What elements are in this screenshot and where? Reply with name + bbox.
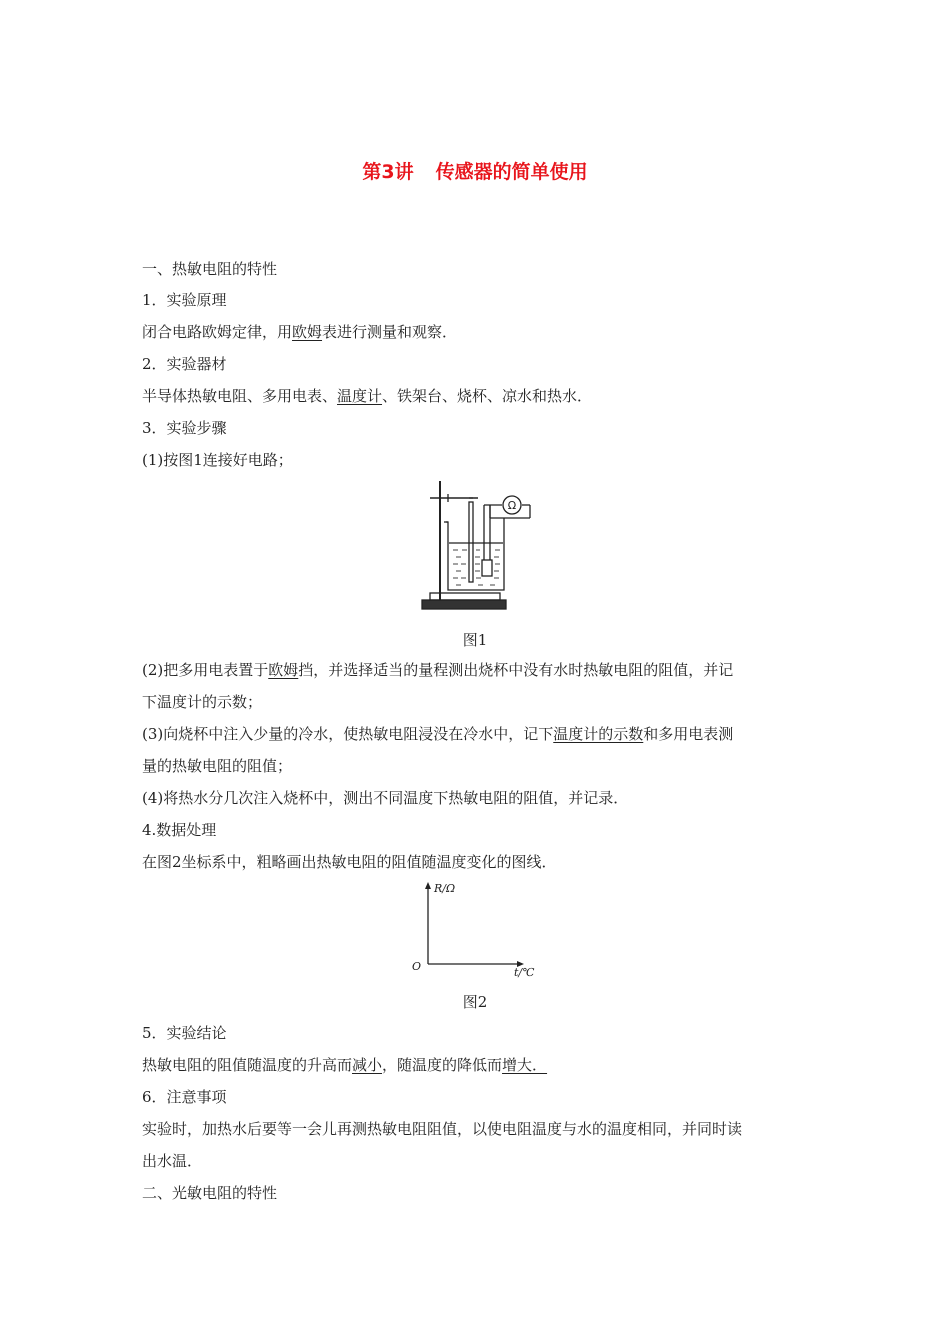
step-2-cont: 下温度计的示数； (142, 693, 263, 711)
figure-1-apparatus (418, 478, 534, 614)
answer-underline: 减小 (352, 1056, 383, 1074)
step-3: (3)向烧杯中注入少量的冷水，使热敏电阻浸没在冷水中，记下温度计的示数和多用电表测 (142, 725, 734, 743)
step-4: (4)将热水分几次注入烧杯中，测出不同温度下热敏电阻的阻值，并记录． (142, 789, 629, 807)
subheading-steps: 3．实验步骤 (142, 419, 227, 437)
step-2: (2)把多用电表置于欧姆挡，并选择适当的量程测出烧杯中没有水时热敏电阻的阻值，并记 (142, 661, 734, 679)
answer-underline: 温度计的示数 (553, 725, 644, 743)
notes-text: 实验时，加热水后要等一会儿再测热敏电阻阻值，以使电阻温度与水的温度相同，并同时读 (142, 1120, 743, 1138)
subheading-equipment: 2．实验器材 (142, 355, 227, 373)
principle-text: 闭合电路欧姆定律，用欧姆表进行测量和观察． (142, 323, 458, 341)
x-axis-label: t/℃ (514, 966, 535, 979)
conclusion-text: 热敏电阻的阻值随温度的升高而减小，随温度的降低而增大． (142, 1056, 548, 1074)
answer-underline: 欧姆 (268, 661, 299, 679)
subheading-notes: 6．注意事项 (142, 1088, 227, 1106)
page-title (0, 157, 950, 184)
subheading-principle: 1．实验原理 (142, 291, 227, 309)
y-axis-label: R/Ω (434, 882, 456, 895)
section-heading-2: 二、光敏电阻的特性 (142, 1184, 278, 1202)
data-text: 在图2坐标系中，粗略画出热敏电阻的阻值随温度变化的图线． (142, 853, 557, 871)
step-3-cont: 量的热敏电阻的阻值； (142, 757, 293, 775)
subheading-data: 4.数据处理 (142, 821, 217, 839)
notes-text-cont: 出水温． (142, 1152, 203, 1170)
section-heading-1: 一、热敏电阻的特性 (142, 260, 278, 278)
equipment-text: 半导体热敏电阻、多用电表、温度计、铁架台、烧杯、凉水和热水． (142, 387, 593, 405)
figure-1-caption: 图1 (462, 631, 488, 649)
answer-underline: 欧姆 (292, 323, 323, 341)
subheading-conclusion: 5．实验结论 (142, 1024, 227, 1042)
figure-2-caption: 图2 (462, 993, 488, 1011)
ohmmeter-symbol: Ω (507, 499, 517, 512)
lesson-number: 第3讲 (362, 161, 414, 183)
origin-label: O (412, 960, 422, 973)
answer-underline: 温度计 (337, 387, 383, 405)
answer-underline: 增大． (502, 1056, 548, 1074)
figure-2-axes (408, 878, 542, 982)
step-1: (1)按图1连接好电路； (142, 451, 293, 469)
lesson-topic: 传感器的简单使用 (435, 161, 588, 183)
